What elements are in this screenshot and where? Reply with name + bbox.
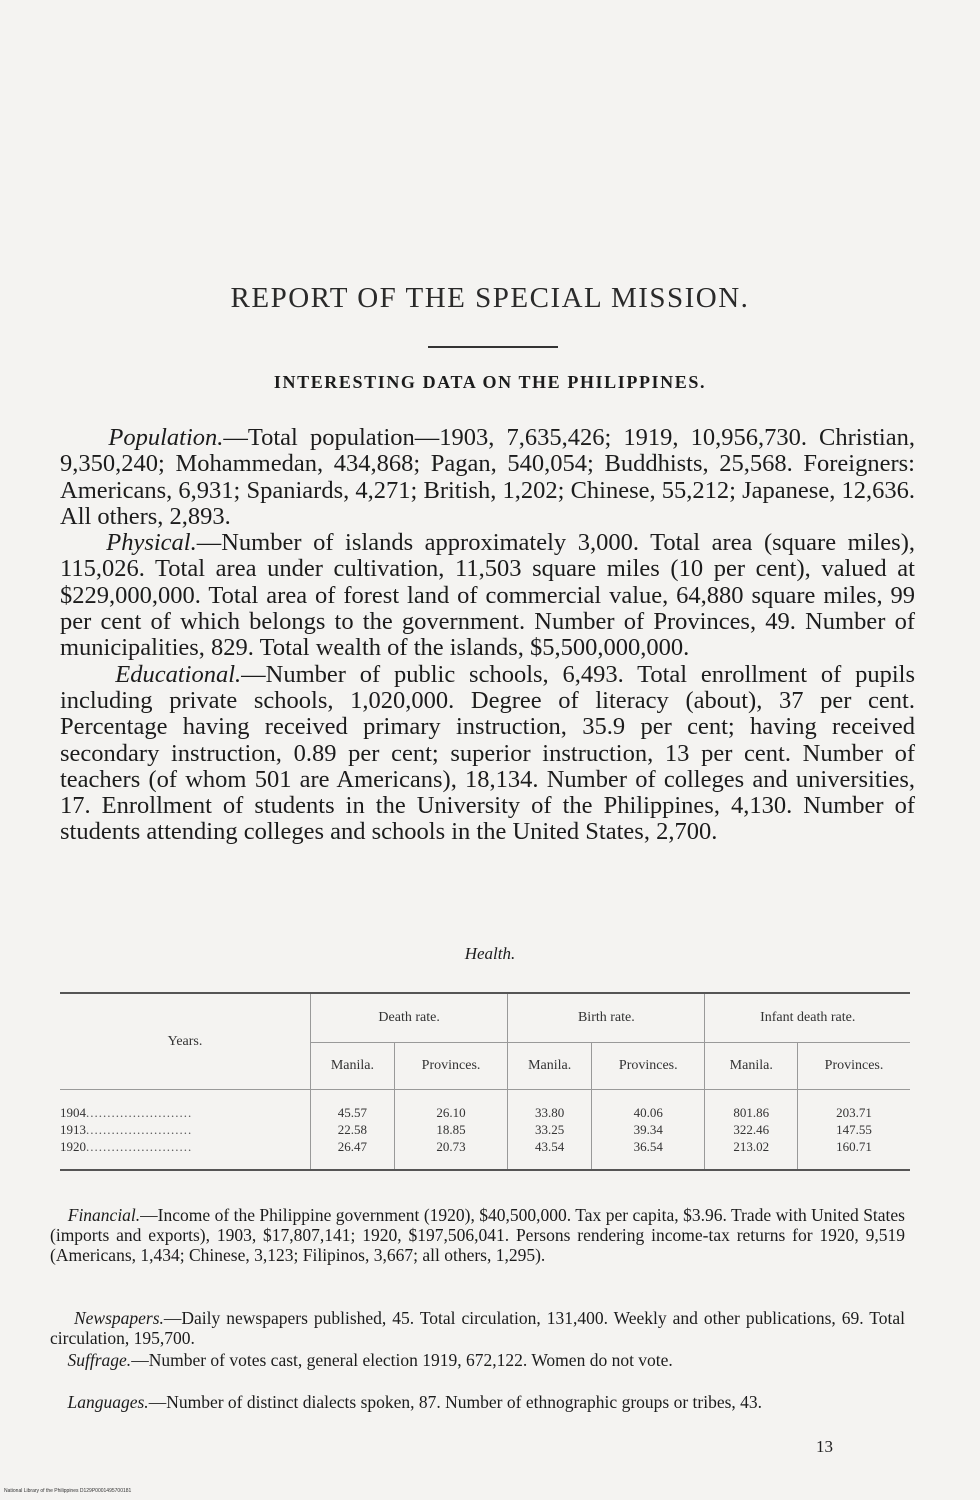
table-cell: 203.71 (798, 1090, 910, 1122)
paragraph-financial (50, 1205, 905, 1265)
subheader-manila: Manila. (508, 1043, 592, 1090)
suffrage-text: —Number of votes cast, general election 1919, 672,122. Women do not vote. (131, 1350, 673, 1370)
table-cell: 26.10 (394, 1090, 507, 1122)
financial-text: —Income of the Philippine government (1920), $40,500,000. Tax per capita, $3.96. Trade with United States (imports and exports), 1903, $17,807,141; 1920, $197,506,041. Persons rendering income-tax returns for 1920, 9,519 (Americans, 1,434; Chinese, 3,123; Filipinos, 3,667; all others, 1,295). (50, 1205, 905, 1265)
physical-text: —Number of islands approximately 3,000. Total area (square miles), 115,026. Total area under cultivation, 11,503 square miles (10 per cent), valued at $229,000,000. Total area of forest land of commercial value, 64,880 square miles, 99 per cent of which belongs to the government. Number of Provinces, 49. Number of municipalities, 829. Total wealth of the islands, $5,500,000,000. (60, 529, 915, 662)
table-cell: 801.86 (705, 1090, 798, 1122)
table-cell: 160.71 (836, 1139, 872, 1154)
paragraph-suffrage (50, 1350, 905, 1370)
physical-lead: Physical. (106, 529, 197, 557)
year-cell (60, 1121, 311, 1138)
subheader-provinces: Provinces. (592, 1043, 705, 1090)
year-label: 1913 (60, 1122, 86, 1137)
table-cell: 33.25 (508, 1121, 592, 1138)
suffrage-lead: Suffrage. (67, 1350, 132, 1370)
infant-death-rate-header: Infant death rate. (760, 1010, 856, 1025)
table-row (60, 1090, 910, 1122)
year-cell (60, 1090, 311, 1122)
table-row (60, 1138, 910, 1170)
table-cell: 26.47 (311, 1138, 395, 1170)
table-cell: 22.58 (311, 1121, 395, 1138)
table-row (60, 1121, 910, 1138)
year-label: 1920 (60, 1139, 86, 1154)
population-text: —Total population—1903, 7,635,426; 1919, 10,956,730. Christian, 9,350,240; Mohammedan, 434,868; Pagan, 540,054; Buddhists, 25,568. Foreigners: Americans, 6,931; Spaniards, 4,271; British, 1,202; Chinese, 55,212; Japanese, 12,636. All others, 2,893. (60, 424, 915, 530)
paragraph-physical (60, 529, 915, 661)
body-text (60, 425, 915, 846)
financial-lead: Financial. (67, 1205, 141, 1225)
year-cell (60, 1138, 311, 1170)
leader-dots: ......................... (86, 1105, 193, 1120)
title-rule (428, 346, 558, 348)
birth-rate-header: Birth rate. (508, 993, 705, 1043)
leader-dots: ......................... (86, 1139, 193, 1154)
paragraph-newspapers (50, 1308, 905, 1348)
table-cell: 20.73 (394, 1138, 507, 1170)
subheader-manila: Manila. (311, 1043, 395, 1090)
table-cell: 39.34 (592, 1121, 705, 1138)
paragraph-educational (60, 661, 915, 846)
newspapers-lead: Newspapers. (73, 1308, 164, 1328)
health-title: Health. (464, 944, 516, 963)
years-header: Years. (60, 993, 311, 1090)
table-cell: 147.55 (836, 1122, 872, 1137)
table-cell: 18.85 (394, 1121, 507, 1138)
table-cell: 36.54 (592, 1138, 705, 1170)
health-table (60, 992, 910, 1171)
subheader-manila: Manila. (705, 1043, 798, 1090)
languages-text: —Number of distinct dialects spoken, 87. Number of ethnographic groups or tribes, 43. (148, 1392, 763, 1412)
death-rate-header: Death rate. (311, 993, 508, 1043)
table-cell: 43.54 (508, 1138, 592, 1170)
table-cell: 45.57 (311, 1090, 395, 1122)
page-number: 13 (816, 1437, 833, 1456)
subheader-provinces: Provinces. (798, 1043, 910, 1090)
subheader-provinces: Provinces. (394, 1043, 507, 1090)
languages-lead: Languages. (67, 1392, 149, 1412)
table-cell: 33.80 (508, 1090, 592, 1122)
leader-dots: ......................... (86, 1122, 193, 1137)
year-label: 1904 (60, 1105, 86, 1120)
footer-credit: National Library of the Philippines D129P0001495700181 (4, 1488, 132, 1494)
population-lead: Population. (108, 424, 224, 451)
page-title: REPORT OF THE SPECIAL MISSION. (230, 282, 750, 314)
educational-text: —Number of public schools, 6,493. Total enrollment of pupils including private schools, 1,020,000. Degree of literacy (about), 37 per cent. Percentage having received primary instruction, 35.9 per cent; having received secondary instruction, 0.89 per cent; superior instruction, 13 per cent. Number of teachers (of whom 501 are Americans), 18,134. Number of colleges and universities, 17. Enrollment of students in the University of the Philippines, 4,130. Number of students attending colleges and schools in the United States, 2,700. (60, 660, 916, 846)
table-cell: 40.06 (592, 1090, 705, 1122)
newspapers-text: —Daily newspapers published, 45. Total circulation, 131,400. Weekly and other publications, 69. Total circulation, 195,700. (50, 1308, 905, 1348)
table-cell: 213.02 (705, 1138, 798, 1170)
paragraph-languages (50, 1392, 905, 1412)
paragraph-population (60, 424, 915, 530)
educational-lead: Educational. (115, 660, 242, 688)
table-cell: 322.46 (705, 1121, 798, 1138)
section-subtitle: INTERESTING DATA ON THE PHILIPPINES. (273, 372, 707, 392)
